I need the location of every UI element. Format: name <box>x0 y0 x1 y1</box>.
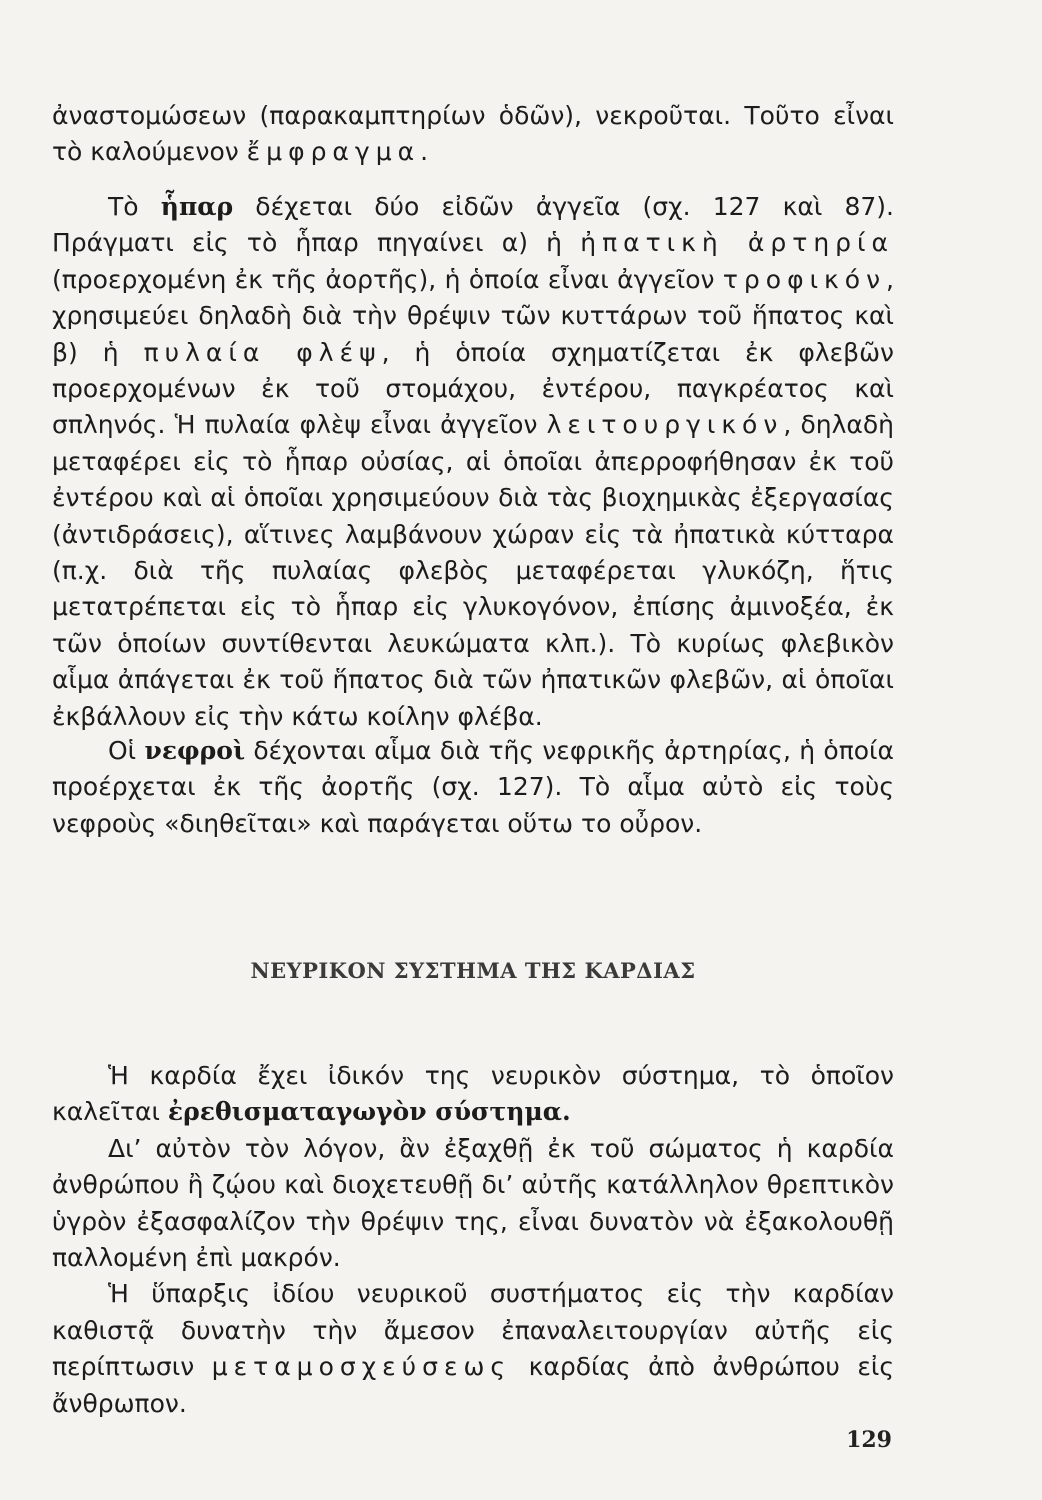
bold-term: ἧπαρ <box>160 192 234 221</box>
text-span: Οἱ <box>108 736 145 765</box>
text-span: , ἡ ὁποία σχηματίζεται ἐκ φλεβῶν προερχομένων ἐκ τοῦ στομάχου, ἐντέρου, παγκρέατος καὶ σπληνός. Ἡ πυλαία φλὲψ εἶναι ἀγγεῖον <box>52 337 895 440</box>
paragraph-conduction-system <box>52 1058 894 1131</box>
bold-term: νεφροὶ <box>144 736 246 765</box>
paragraph-1 <box>52 98 894 171</box>
bold-term: ἐρεθισματαγωγὸν σύστημα. <box>167 1097 571 1127</box>
page-number: 129 <box>846 1427 892 1453</box>
section-heading: ΝΕΥΡΙΚΟΝ ΣΥΣΤΗΜΑ ΤΗΣ ΚΑΡΔΙΑΣ <box>250 958 696 983</box>
text-span: καρδίας ἀπὸ ἀνθρώπου εἰς ἄνθρωπον. <box>52 1352 894 1418</box>
paragraph-transplant <box>52 1276 894 1422</box>
spaced-term: ἠπατικὴ ἀρτηρία <box>580 228 894 258</box>
text-block-kidneys <box>52 733 894 842</box>
paragraph-heart-removal: Δι’ αὐτὸν τὸν λόγον, ἂν ἐξαχθῇ ἐκ τοῦ σώματος ἡ καρδία ἀνθρώπου ἢ ζῴου καὶ διοχετευθῇ δι’ αὐτῆς κατάλληλον θρεπτικὸν ὑγρὸν ἐξασφαλίζον τὴν θρέψιν της, εἶναι δυνατὸν νὰ ἐξακολουθῇ παλλομένη ἐπὶ μακρόν. <box>52 1133 894 1273</box>
spaced-term: τροφικόν <box>722 264 887 294</box>
text-span: , χρησιμεύει δηλαδὴ διὰ τὴν θρέψιν τῶν κυττάρων τοῦ ἥπατος καὶ β) ἡ <box>52 264 894 367</box>
text-span: δέχεται δύο εἰδῶν ἀγγεῖα (σχ. 127 καὶ 87). Πράγματι εἰς τὸ ἧπαρ πηγαίνει α) ἡ <box>52 192 895 258</box>
text-span: , δηλαδὴ μεταφέρει εἰς τὸ ἧπαρ οὐσίας, αἱ ὁποῖαι ἀπερροφήθησαν ἐκ τοῦ ἐντέρου καὶ αἱ ὁποῖαι χρησιμεύουν διὰ τὰς βιοχημικὰς ἐξεργασίας (ἀντιδράσεις), αἵτινες λαμβάνουν χώραν εἰς τὰ ἠπατικὰ κύτταρα (π.χ. διὰ τῆς πυλαίας φλεβὸς μεταφέρεται γλυκόζη, ἥτις μετατρέπεται εἰς τὸ ἧπαρ εἰς γλυκογόνον, ἐπίσης ἀμινοξέα, ἐκ τῶν ὁποίων συντίθενται λευκώματα κλπ.). Τὸ κυρίως φλεβικὸν αἷμα ἀπάγεται ἐκ τοῦ ἥπατος διὰ τῶν ἠπατικῶν φλεβῶν, αἱ ὁποῖαι ἐκβάλλουν εἰς τὴν κάτω κοίλην φλέβα. <box>52 410 894 731</box>
text-block-nervous-system <box>52 1058 894 1422</box>
text-block-liver <box>52 189 894 735</box>
text-span: (προερχομένη ἐκ τῆς ἀορτῆς), ἡ ὁποία εἶναι ἀγγεῖον <box>52 264 723 294</box>
spaced-term: πυλαία φλέψ <box>143 337 382 367</box>
text-span: Τὸ <box>108 192 161 221</box>
text-span: ἀναστομώσεων (παρακαμπτηρίων ὁδῶν), νεκροῦται. Τοῦτο εἶναι τὸ καλούμενον <box>52 101 894 167</box>
paragraph-liver <box>52 189 894 735</box>
text-block-top <box>52 98 894 171</box>
text-span: δέχονται αἷμα διὰ τῆς νεφρικῆς ἀρτηρίας, ἡ ὁποία προέρχεται ἐκ τῆς ἀορτῆς (σχ. 127). Τὸ αἷμα αὐτὸ εἰς τοὺς νεφροὺς «διηθεῖται» καὶ παράγεται οὕτω το οὖρον. <box>52 736 894 838</box>
paragraph-kidneys <box>52 733 894 842</box>
text-span: . <box>420 137 429 167</box>
spaced-term: μεταμοσχεύσεως <box>211 1352 512 1382</box>
text-span: Ἡ καρδία ἔχει ἰδικόν της νευρικὸν σύστημα, τὸ ὁποῖον καλεῖται <box>52 1061 894 1127</box>
text-span: Ἡ ὕπαρξις ἰδίου νευρικοῦ συστήματος εἰς τὴν καρδίαν καθιστᾷ δυνατὴν τὴν ἄμεσον ἐπαναλειτουργίαν αὐτῆς εἰς περίπτωσιν <box>52 1279 894 1382</box>
spaced-term: λειτουργικόν <box>546 410 784 440</box>
spaced-term: ἔμφραγμα <box>246 137 421 167</box>
